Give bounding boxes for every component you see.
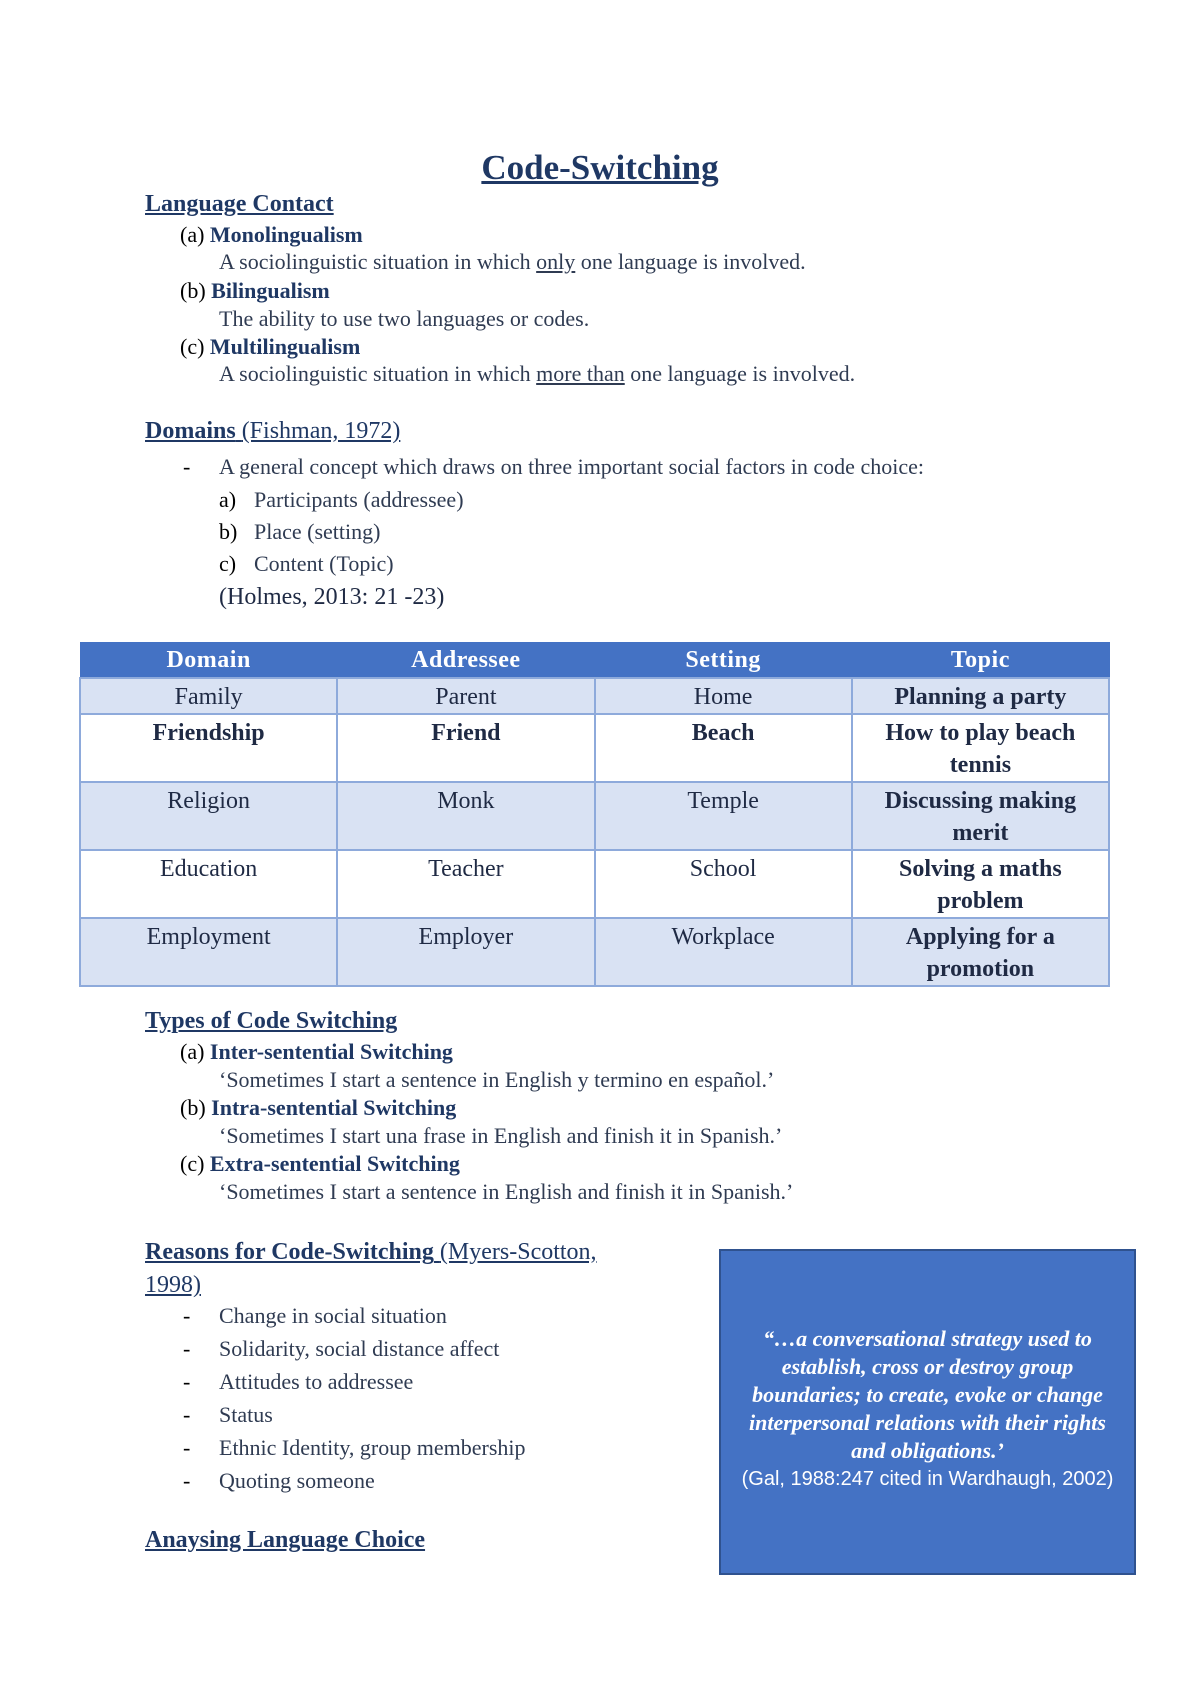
analysing-heading: Anaysing Language Choice xyxy=(145,1527,426,1553)
language-contact-heading: Language Contact xyxy=(145,191,334,217)
factor-letter: a) xyxy=(219,487,237,512)
bullet-dash: - xyxy=(183,1336,191,1361)
domains-heading xyxy=(145,418,400,445)
bullet-dash: - xyxy=(183,1303,191,1328)
table-cell: Beach xyxy=(595,714,852,782)
table-cell: Planning a party xyxy=(852,678,1109,714)
item-term: Extra-sentential Switching xyxy=(209,1151,460,1176)
intra-sentential-example: ‘Sometimes I start una frase in English and finish it in Spanish.’ xyxy=(219,1123,783,1148)
reason-item: Change in social situation xyxy=(219,1303,447,1328)
heading-citation: (Fishman, 1972) xyxy=(241,418,401,444)
header-topic: Topic xyxy=(852,643,1109,679)
item-label: (a) xyxy=(180,222,205,247)
holmes-citation: (Holmes, 2013: 21 -23) xyxy=(219,584,445,610)
table-cell: Home xyxy=(595,678,852,714)
monolingualism-description xyxy=(219,249,806,275)
factor-place: Place (setting) xyxy=(254,519,381,544)
item-label: (a) xyxy=(180,1039,205,1064)
bullet-dash: - xyxy=(183,1369,191,1394)
types-heading: Types of Code Switching xyxy=(145,1008,398,1034)
table-row xyxy=(80,782,1109,850)
table-cell: Workplace xyxy=(595,918,852,986)
item-term: Monolingualism xyxy=(209,222,363,247)
heading-citation: 1998) xyxy=(145,1272,201,1298)
reason-item: Solidarity, social distance affect xyxy=(219,1336,500,1361)
factor-content: Content (Topic) xyxy=(254,551,394,576)
quote-citation: (Gal, 1988:247 cited in Wardhaugh, 2002) xyxy=(741,1468,1114,1490)
bullet-dash: - xyxy=(183,1435,191,1460)
quote-text: “…a conversational strategy used to establish, cross or destroy group boundaries; to create, evoke or change interpersonal relations with their rights and obligations.’ xyxy=(749,1326,1106,1463)
table-row xyxy=(80,918,1109,986)
extra-sentential-item xyxy=(180,1151,460,1177)
item-term: Inter-sentential Switching xyxy=(209,1039,453,1064)
domains-intro: A general concept which draws on three important social factors in code choice: xyxy=(219,454,924,479)
factor-letter: c) xyxy=(219,551,237,576)
extra-sentential-example: ‘Sometimes I start a sentence in English and finish it in Spanish.’ xyxy=(219,1179,794,1204)
multilingualism-item xyxy=(180,334,360,360)
factor-letter: b) xyxy=(219,519,238,544)
header-domain: Domain xyxy=(80,643,337,679)
table-row xyxy=(80,678,1109,714)
desc-text: one language is involved. xyxy=(575,249,806,274)
bullet-dash: - xyxy=(183,454,191,479)
inter-sentential-item xyxy=(180,1039,453,1065)
heading-citation: (Myers-Scotton, xyxy=(439,1239,597,1265)
desc-text: A sociolinguistic situation in which xyxy=(219,249,537,274)
table-cell: Friend xyxy=(337,714,594,782)
item-term: Intra-sentential Switching xyxy=(211,1095,457,1120)
quote-box xyxy=(719,1249,1136,1575)
domains-table xyxy=(79,642,1110,987)
desc-emphasis: more than xyxy=(536,361,625,386)
intra-sentential-item xyxy=(180,1095,456,1121)
reason-item: Attitudes to addressee xyxy=(219,1369,414,1394)
table-row xyxy=(80,850,1109,918)
table-cell: Employer xyxy=(337,918,594,986)
bullet-dash: - xyxy=(183,1402,191,1427)
item-label: (c) xyxy=(180,334,205,359)
item-term: Multilingualism xyxy=(209,334,361,359)
table-row xyxy=(80,714,1109,782)
desc-emphasis: only xyxy=(536,249,576,274)
desc-text: one language is involved. xyxy=(624,361,856,386)
reasons-heading xyxy=(145,1236,597,1302)
factor-participants: Participants (addressee) xyxy=(254,487,464,512)
table-cell: Parent xyxy=(337,678,594,714)
reason-item: Quoting someone xyxy=(219,1468,375,1493)
table-cell: Religion xyxy=(80,782,337,850)
table-cell: Solving a maths problem xyxy=(852,850,1109,918)
monolingualism-item xyxy=(180,222,363,248)
bilingualism-description: The ability to use two languages or codes. xyxy=(219,306,590,331)
reason-item: Status xyxy=(219,1402,273,1427)
table-cell: How to play beach tennis xyxy=(852,714,1109,782)
table-cell: School xyxy=(595,850,852,918)
table-cell: Teacher xyxy=(337,850,594,918)
table-cell: Temple xyxy=(595,782,852,850)
table-header-row xyxy=(80,643,1109,679)
heading-text: Reasons for Code-Switching xyxy=(145,1239,434,1265)
table-cell: Friendship xyxy=(80,714,337,782)
table-cell: Discussing making merit xyxy=(852,782,1109,850)
reason-item: Ethnic Identity, group membership xyxy=(219,1435,526,1460)
bilingualism-item xyxy=(180,278,330,304)
item-label: (c) xyxy=(180,1151,205,1176)
item-label: (b) xyxy=(180,278,206,303)
item-term: Bilingualism xyxy=(211,278,330,303)
table-cell: Employment xyxy=(80,918,337,986)
header-addressee: Addressee xyxy=(337,643,594,679)
table-cell: Applying for a promotion xyxy=(852,918,1109,986)
inter-sentential-example: ‘Sometimes I start a sentence in English y termino en español.’ xyxy=(219,1067,775,1092)
table-cell: Monk xyxy=(337,782,594,850)
desc-text: A sociolinguistic situation in which xyxy=(219,361,537,386)
header-setting: Setting xyxy=(595,643,852,679)
heading-text: Domains xyxy=(145,418,236,444)
page-title: Code-Switching xyxy=(481,148,719,187)
table-cell: Family xyxy=(80,678,337,714)
item-label: (b) xyxy=(180,1095,206,1120)
bullet-dash: - xyxy=(183,1468,191,1493)
table-cell: Education xyxy=(80,850,337,918)
multilingualism-description xyxy=(219,361,855,387)
